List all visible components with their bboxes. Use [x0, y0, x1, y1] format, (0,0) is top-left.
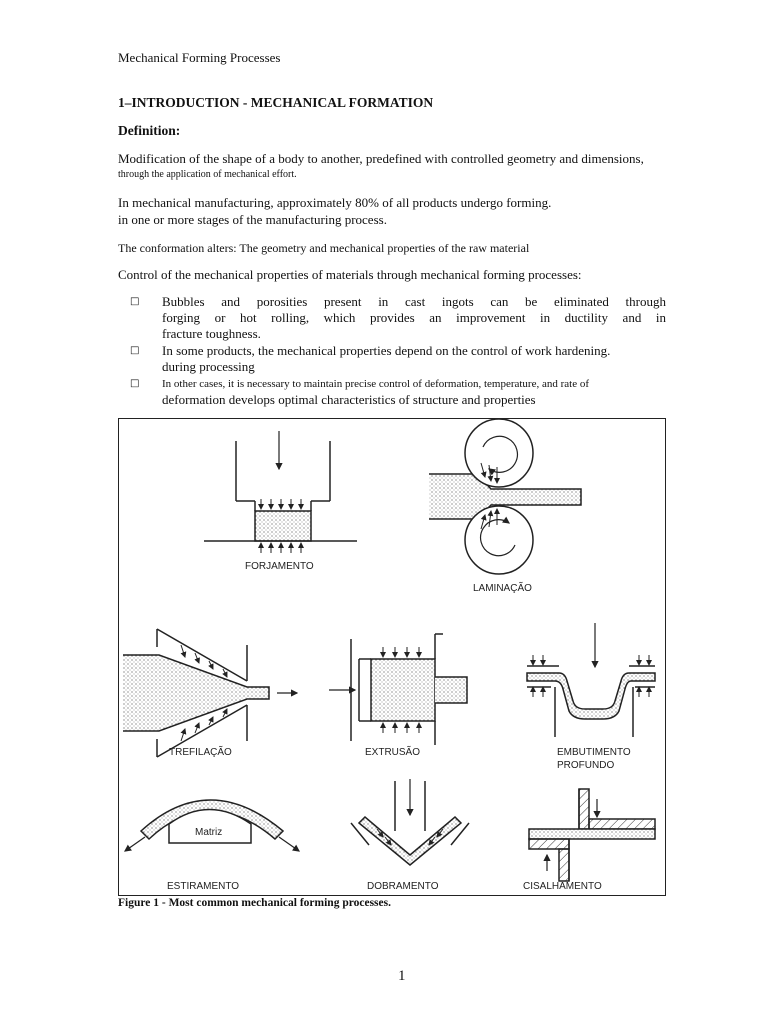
definition-heading: Definition:	[118, 123, 181, 138]
conformation-text: The conformation alters: The geometry and mechanical properties of the raw material	[118, 241, 530, 255]
bullet-item	[130, 294, 666, 342]
matriz-label: Matriz	[195, 827, 223, 838]
bullet-box-icon: □	[130, 345, 140, 356]
forjamento-label: FORJAMENTO	[245, 561, 314, 572]
page-number: 1	[398, 968, 406, 984]
estiramento-label: ESTIRAMENTO	[167, 881, 240, 892]
extrusao-label: EXTRUSÃO	[365, 747, 421, 758]
bullet-line: In other cases, it is necessary to maintain precise control of deformation, temperature, and rate of	[162, 378, 590, 390]
bullet-box-icon: □	[130, 378, 140, 389]
bending-diagram	[351, 779, 469, 865]
shearing-diagram	[529, 789, 655, 881]
bullet-item	[130, 343, 666, 375]
embutimento-label: EMBUTIMENTO	[557, 747, 631, 758]
definition-text-line-2: through the application of mechanical effort.	[118, 169, 297, 180]
dobramento-label: DOBRAMENTO	[367, 881, 439, 892]
section-title: 1–INTRODUCTION - MECHANICAL FORMATION	[118, 95, 434, 110]
manufacturing-text-line-2: in one or more stages of the manufacturing process.	[118, 212, 387, 227]
trefilacao-label: TREFILAÇÃO	[169, 747, 232, 758]
figure-caption: Figure 1 - Most common mechanical forming processes.	[118, 897, 391, 909]
bullet-line: fracture toughness.	[162, 326, 261, 341]
forming-processes-illustration	[119, 419, 665, 895]
laminacao-label: LAMINAÇÃO	[473, 583, 532, 594]
bullet-line: Bubbles and porosities present in cast ingots can be eliminated through	[162, 294, 666, 309]
definition-text-line-1: Modification of the shape of a body to another, predefined with controlled geometry and dimensions,	[118, 151, 644, 166]
forming-processes-figure	[118, 418, 666, 896]
bullet-box-icon: □	[130, 296, 140, 307]
bullet-line: forging or hot rolling, which provides an improvement in ductility and in	[162, 310, 666, 325]
wire-drawing-diagram	[123, 629, 297, 757]
control-text: Control of the mechanical properties of materials through mechanical forming processes:	[118, 267, 582, 282]
bullet-line: deformation develops optimal characteristics of structure and properties	[162, 392, 536, 407]
bullet-line: during processing	[162, 359, 255, 374]
bullet-list	[130, 294, 666, 408]
bullet-line: In some products, the mechanical properties depend on the control of work hardening.	[162, 343, 611, 358]
rolling-diagram	[429, 419, 581, 574]
stretch-forming-diagram	[125, 800, 299, 851]
bullet-item	[130, 376, 666, 408]
extrusion-diagram	[329, 634, 467, 745]
forging-diagram	[204, 431, 357, 553]
running-header: Mechanical Forming Processes	[118, 50, 281, 65]
manufacturing-text-line-1: In mechanical manufacturing, approximately 80% of all products undergo forming.	[118, 195, 552, 210]
profundo-label-text: PROFUNDO	[557, 760, 615, 771]
deep-drawing-diagram	[527, 623, 655, 737]
cisalhamento-label: CISALHAMENTO	[523, 881, 602, 892]
